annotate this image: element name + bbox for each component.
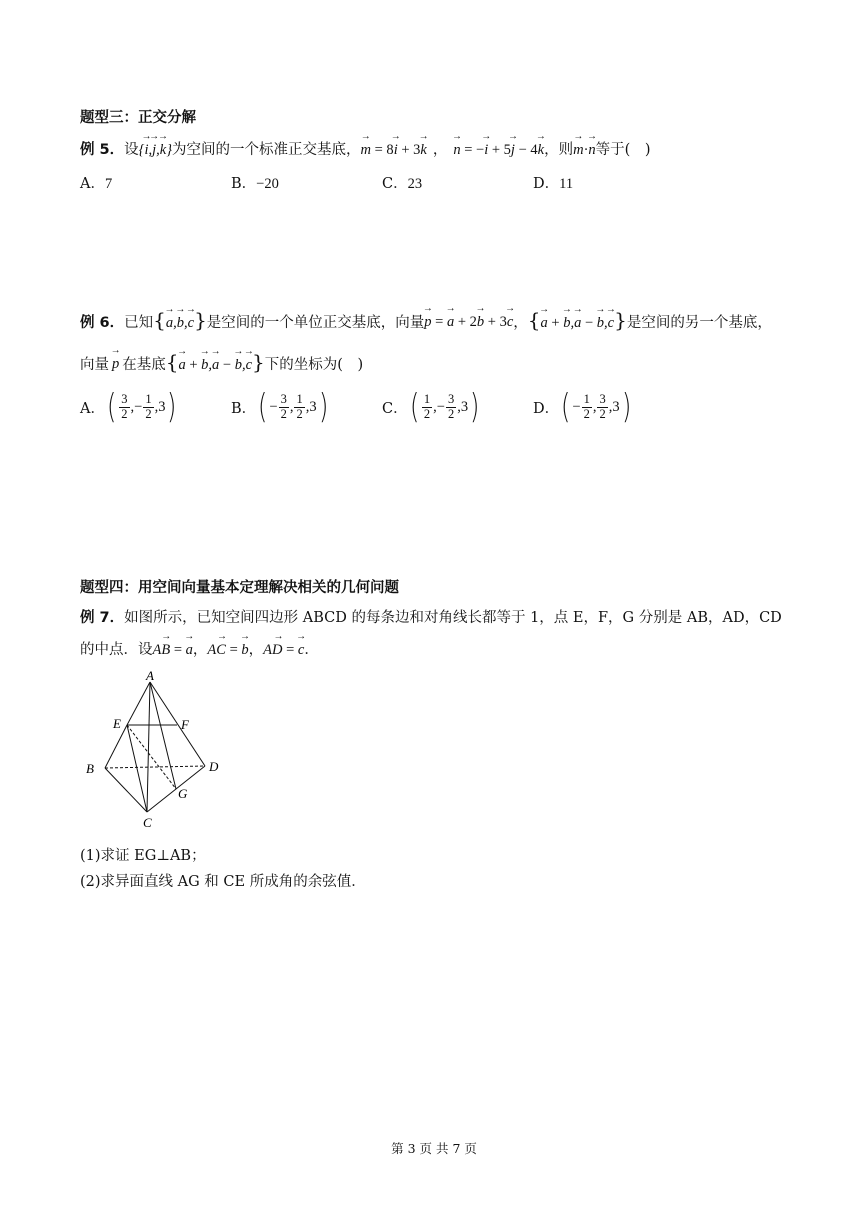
edge-bc bbox=[105, 768, 147, 812]
section-heading-4: 题型四：用空间向量基本定理解决相关的几何问题 bbox=[80, 580, 399, 596]
label-c: C bbox=[143, 815, 152, 830]
vector-m-expression: → m = 8→ i + 3→ k bbox=[361, 139, 427, 159]
example-6-option-b: B． ( − $\frac{3}{2}$ , $\frac{1}{2}$ , 3 ) bbox=[231, 387, 328, 427]
basis-abc: {→ a,→ b,→ c} bbox=[153, 310, 207, 332]
example-6-option-a: A． ( $\frac{3}{2}$ , − $\frac{1}{2}$ , 3 ) bbox=[80, 387, 177, 427]
example-5-text-b: 为空间的一个标准正交基底， bbox=[172, 142, 361, 158]
example-6-label: 例 6． bbox=[80, 314, 125, 331]
edge-ad bbox=[150, 682, 205, 766]
example-5-text-a: 设 bbox=[124, 142, 139, 158]
example-7-line2-a: 的中点．设 bbox=[80, 642, 153, 658]
example-6-option-c: C． ( $\frac{1}{2}$ , − $\frac{3}{2}$ , 3 ) bbox=[382, 387, 480, 427]
example-6-question-line2: 向量 → p 在基底 {→ a + → b,→ a − → b,→ c} 下的坐标为( ) bbox=[80, 352, 363, 374]
example-6-text-d: 是空间的另一个基底， bbox=[626, 314, 772, 331]
vector-ab-def: → AB = → a bbox=[153, 639, 193, 659]
example-6-option-d: D． ( − $\frac{1}{2}$ , $\frac{3}{2}$ , 3 ) bbox=[533, 387, 631, 427]
example-6-question-line1 bbox=[80, 310, 772, 332]
example-6-text-b: 是空间的一个单位正交基底，向量 bbox=[206, 314, 425, 331]
basis-ijk: {→ i,→ j,→ k} bbox=[139, 139, 172, 159]
example-5-label: 例 5． bbox=[80, 142, 125, 158]
section-heading-3: 题型三：正交分解 bbox=[80, 110, 196, 126]
example-6-text-a: 已知 bbox=[124, 314, 154, 331]
example-7-label: 例 7． bbox=[80, 610, 125, 626]
label-d: D bbox=[209, 759, 219, 774]
example-5-option-b: B．−20 bbox=[231, 176, 279, 192]
example-7-question-2: (2)求异面直线 AG 和 CE 所成角的余弦值． bbox=[80, 874, 366, 890]
example-5-option-d: D．11 bbox=[533, 176, 574, 192]
page-footer: 第 3 页 共 7 页 bbox=[391, 1141, 477, 1156]
example-7-question-1: (1)求证 EG⊥AB； bbox=[80, 848, 206, 864]
label-b: B bbox=[86, 761, 94, 776]
example-6-text-c: ， bbox=[513, 314, 528, 331]
example-7-question-line1 bbox=[80, 606, 782, 627]
dot-product-mn: → m·→ n bbox=[573, 139, 596, 159]
label-e: E bbox=[113, 716, 121, 731]
example-5-text-c: ，则 bbox=[544, 142, 574, 158]
example-5-option-a: A．7 bbox=[80, 176, 113, 192]
edge-ac bbox=[147, 682, 150, 812]
basis-new-2: {→ a + → b,→ a − → b,→ c} bbox=[166, 352, 265, 374]
vector-ac-def: → AC = → b bbox=[207, 639, 248, 659]
label-a: A bbox=[146, 670, 154, 683]
vector-p-expression: → p = → a + 2→ b + 3→ c bbox=[424, 311, 513, 331]
segment-ag bbox=[150, 682, 176, 789]
example-5-text-d: 等于( ) bbox=[595, 142, 651, 158]
label-g: G bbox=[178, 786, 188, 801]
vector-n-expression: → n = −→ i + 5→ j − 4→ k bbox=[453, 139, 544, 159]
example-6-line2-c: 下的坐标为( ) bbox=[264, 356, 364, 373]
edge-bd-hidden bbox=[105, 766, 205, 768]
tetrahedron-figure bbox=[80, 670, 230, 830]
example-6-line2-a: 向量 bbox=[80, 356, 109, 373]
example-7-line1: 如图所示，已知空间四边形 ABCD 的每条边和对角线长都等于 1，点 E，F，G 分别是 AB，AD，CD bbox=[124, 610, 782, 626]
basis-new: {→ a + → b,→ a − → b,→ c} bbox=[528, 310, 627, 332]
label-f: F bbox=[181, 717, 189, 732]
example-7-question-line2: 的中点．设 → AB = → a ， → AC = → b ， → AD = → c ． bbox=[80, 638, 319, 659]
example-5-question: 例 5． 设 {→ i,→ j,→ k} 为空间的一个标准正交基底， → m = 8→ i + 3→ k ， → n = −→ i + 5→ j − 4→ k ，则 → m·→ n 等于( ) bbox=[80, 138, 650, 159]
example-5-option-c: C．23 bbox=[382, 176, 423, 192]
vector-ad-def: → AD = → c bbox=[263, 639, 304, 659]
example-6-line2-b: 在基底 bbox=[122, 356, 166, 373]
edge-ae bbox=[127, 682, 150, 725]
